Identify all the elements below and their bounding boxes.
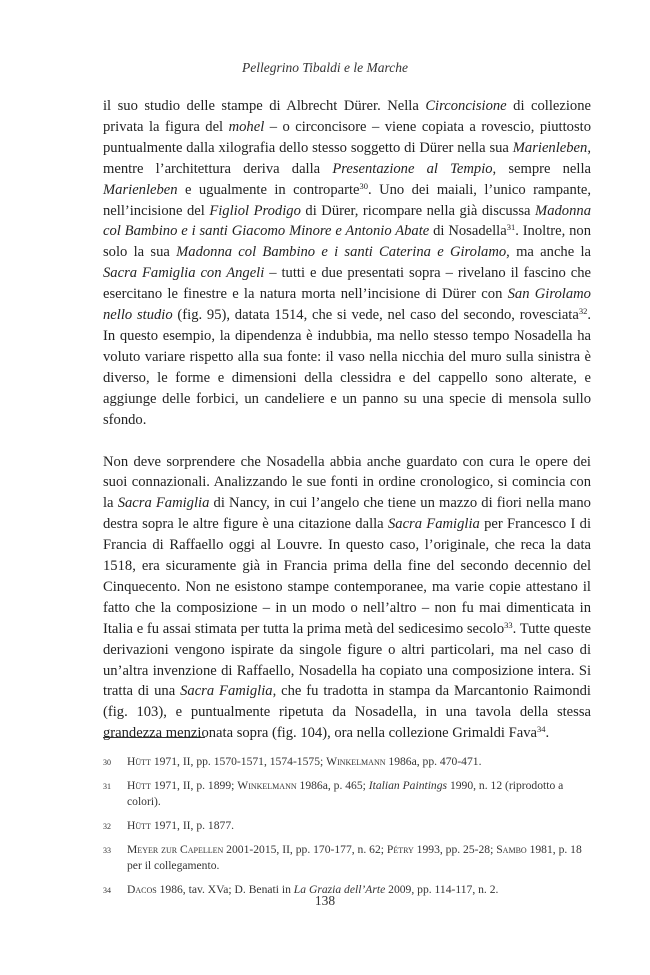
footnote-separator	[103, 737, 205, 738]
author-name: Sambo	[496, 843, 527, 856]
italic-title: Circoncisione	[425, 98, 507, 114]
italic-title: Sacra Famiglia con Angeli	[103, 265, 265, 282]
footnote-number: 34	[103, 886, 111, 895]
text-run: 2009, pp. 114-117, n. 2.	[385, 883, 499, 896]
footnote-number: 32	[103, 822, 111, 831]
text-run: – o circoncisore – viene copiata a rovescio, piuttosto puntualmente dalla xilografia dello stesso soggetto di Dürer nella sua	[103, 118, 591, 156]
text-run: e ugualmente in controparte	[177, 181, 360, 198]
footnote-text	[127, 779, 563, 808]
author-name: Hütt	[127, 755, 151, 768]
italic-title: San Girolamo nello studio	[103, 286, 591, 324]
footnote-number: 31	[103, 782, 111, 791]
footnote-number: 33	[103, 846, 111, 855]
author-name: Meyer zur Capellen	[127, 843, 224, 856]
footnote-reference: 33	[504, 619, 513, 630]
text-run: 1993, pp. 25-28;	[413, 843, 497, 856]
text-run: , ma anche la	[506, 244, 591, 261]
text-run: , che fu tradotta in stampa da Marcantonio Raimondi (fig. 103), e puntualmente ripetuta da Nosadella, in una tavola della stessa grandezza menzionata sopra (fig. 104), ora nella collezione Grimaldi Fava	[103, 683, 591, 742]
text-run: 1986a, p. 465;	[296, 779, 369, 792]
italic-title: Sacra Famiglia	[180, 683, 273, 700]
text-run: di Nosadella	[429, 223, 507, 240]
footnote-text	[127, 819, 234, 832]
footnote-text	[127, 755, 481, 768]
text-run: il suo studio delle stampe di Albrecht Dürer. Nella	[103, 98, 426, 114]
author-name: Winkelmann	[326, 755, 386, 768]
footnote-number: 30	[103, 758, 111, 767]
paragraph	[103, 96, 591, 431]
text-run: . Tutte queste derivazioni vengono ispirate da singole figure o altri particolari, ma nel caso di un’altra invenzione di Raffaello, Nosadella ha copiato una composizione intera. Si tratta di una	[103, 620, 591, 700]
italic-title: mohel	[228, 118, 265, 135]
italic-title: Madonna col Bambino e i santi Caterina e Girolamo	[176, 244, 507, 261]
running-head: Pellegrino Tibaldi e le Marche	[242, 60, 408, 75]
text-run: . Uno dei maiali, l’unico rampante, nell’incisione del	[103, 181, 592, 219]
footnote-reference: 34	[536, 724, 546, 735]
italic-title: Sacra Famiglia	[387, 516, 480, 533]
italic-title: Marienleben	[103, 181, 178, 198]
text-run: di collezione privata la figura del	[103, 98, 591, 135]
italic-title: Presentazione al Tempio	[332, 160, 493, 177]
text-run: di Dürer, ricompare nella già discussa	[300, 202, 536, 219]
italic-title: Italian Paintings	[368, 779, 448, 792]
italic-title: Sacra Famiglia	[117, 495, 210, 512]
text-run: 1971, II, p. 1899;	[150, 779, 238, 792]
footnotes	[103, 754, 591, 906]
footnote	[103, 754, 591, 770]
text-run: .	[545, 725, 550, 742]
text-run: – tutti e due presentati sopra – rivelano il fascino che esercitano le finestre e la natura morta nell’incisione di Dürer con	[103, 265, 591, 303]
footnote-reference: 30	[359, 180, 369, 191]
text-run: Non deve sorprendere che Nosadella abbia anche guardato con cura le opere dei suoi connazionali. Analizzando le sue fonti in ordine cronologico, si comincia con la	[103, 453, 591, 512]
text-run: , sempre nella	[492, 160, 591, 177]
italic-title: Marienleben	[512, 139, 588, 156]
footnote-reference: 32	[578, 306, 588, 317]
page-number: 138	[314, 893, 336, 908]
text-run: 2001-2015, II, pp. 170-177, n. 62;	[223, 843, 387, 856]
footnote-text	[127, 843, 582, 872]
author-name: Pétry	[386, 843, 414, 856]
text-run: . Inoltre, non solo la sua	[103, 223, 591, 261]
body-text	[103, 96, 591, 744]
author-name: Hütt	[127, 779, 151, 792]
footnote	[103, 818, 591, 834]
italic-title: La Grazia dell’Arte	[293, 883, 386, 896]
text-run: per Francesco I di Francia di Raffaello oggi al Louvre. In questo caso, l’originale, che reca la data 1518, era sicuramente già in Francia prima della fine del secondo decennio del Cinquecento. Non ne esistono stampe contemporanee, ma varie copie attestano il fatto che la composizione – in un modo o nell’altro – non fu mai dimenticata in Italia e fu assai stimata per tutta la prima metà del sedicesimo secolo	[103, 516, 591, 637]
text-run: (fig. 95), datata 1514, che si vede, nel caso del secondo, rovesciata	[172, 307, 579, 324]
footnote	[103, 842, 591, 874]
text-run: di Nancy, in cui l’angelo che tiene un mazzo di fiori nella mano destra sopra le altre figure è una citazione dalla	[103, 495, 591, 533]
footnote-reference: 31	[506, 222, 516, 233]
author-name: Dacos	[127, 883, 157, 896]
text-run: . In questo esempio, la dipendenza è indubbia, ma nello stesso tempo Nosadella ha voluto variare rispetto alla sua fonte: il vaso nella nicchia del muro sulla sinistra è diverso, le forme e dimensioni della clessidra e del cappello sono alterate, e aggiunge delle forbici, un candeliere e un panno su una specie di mensola sullo sfondo.	[103, 307, 591, 428]
italic-title: Madonna col Bambino e i santi Giacomo Minore e Antonio Abate	[103, 202, 591, 240]
text-run: , mentre l’architettura deriva dalla	[103, 139, 591, 177]
text-run: 1986, tav. XVa; D. Benati in	[156, 883, 294, 896]
text-run: 1990, n. 12 (riprodotto a colori).	[127, 779, 564, 808]
paragraph	[103, 452, 591, 745]
author-name: Hütt	[127, 819, 151, 832]
footnote	[103, 778, 591, 810]
text-run: 1971, II, p. 1877.	[150, 819, 235, 832]
italic-title: Figliol Prodigo	[209, 202, 301, 219]
text-run: 1986a, pp. 470-471.	[385, 755, 482, 768]
author-name: Winkelmann	[237, 779, 297, 792]
text-run: 1981, p. 18 per il collegamento.	[127, 843, 582, 872]
text-run: 1971, II, pp. 1570-1571, 1574-1575;	[150, 755, 327, 768]
